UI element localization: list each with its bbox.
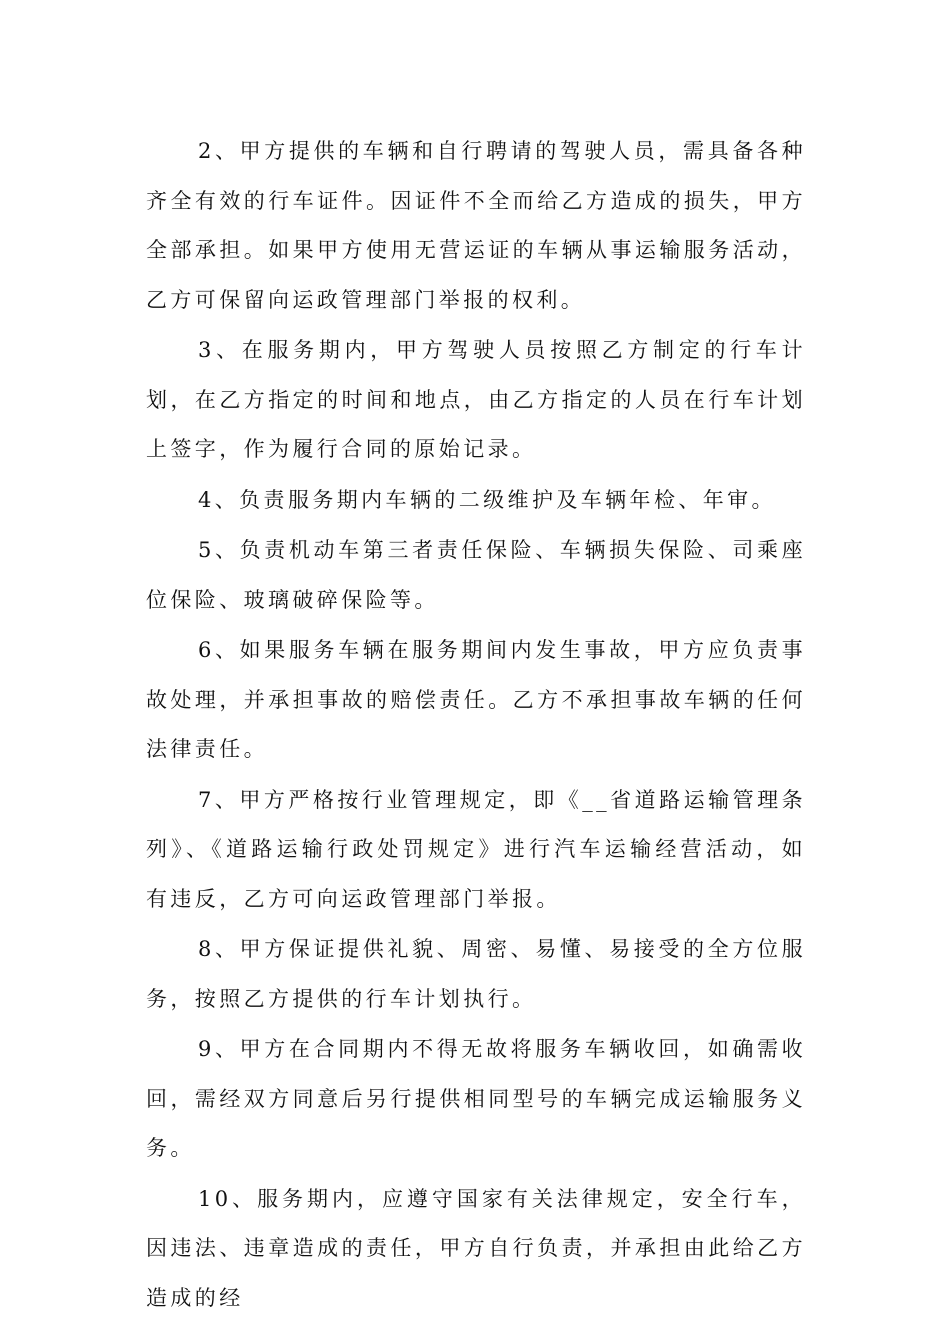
document-body xyxy=(146,127,806,1323)
clause-2: 2、甲方提供的车辆和自行聘请的驾驶人员，需具备各种齐全有效的行车证件。因证件不全而给乙方造成的损失，甲方全部承担。如果甲方使用无营运证的车辆从事运输服务活动，乙方可保留向运政管理部门举报的权利。 xyxy=(146,139,806,312)
clause-4: 4、负责服务期内车辆的二级维护及车辆年检、年审。 xyxy=(198,487,776,512)
clause-5: 5、负责机动车第三者责任保险、车辆损失保险、司乘座位保险、玻璃破碎保险等。 xyxy=(146,538,806,612)
clause-7: 7、甲方严格按行业管理规定，即《__省道路运输管理条列》、《道路运输行政处罚规定》进行汽车运输经营活动，如有违反，乙方可向运政管理部门举报。 xyxy=(146,787,806,911)
clause-3: 3、在服务期内，甲方驾驶人员按照乙方制定的行车计划，在乙方指定的时间和地点，由乙方指定的人员在行车计划上签字，作为履行合同的原始记录。 xyxy=(146,338,806,461)
clause-9: 9、甲方在合同期内不得无故将服务车辆收回，如确需收回，需经双方同意后另行提供相同型号的车辆完成运输服务义务。 xyxy=(146,1037,806,1160)
clause-10: 10、服务期内，应遵守国家有关法律规定，安全行车，因违法、违章造成的责任，甲方自行负责，并承担由此给乙方造成的经 xyxy=(146,1186,806,1310)
clause-6: 6、如果服务车辆在服务期间内发生事故，甲方应负责事故处理，并承担事故的赔偿责任。乙方不承担事故车辆的任何法律责任。 xyxy=(146,638,806,761)
clause-8: 8、甲方保证提供礼貌、周密、易懂、易接受的全方位服务，按照乙方提供的行车计划执行。 xyxy=(146,937,806,1011)
